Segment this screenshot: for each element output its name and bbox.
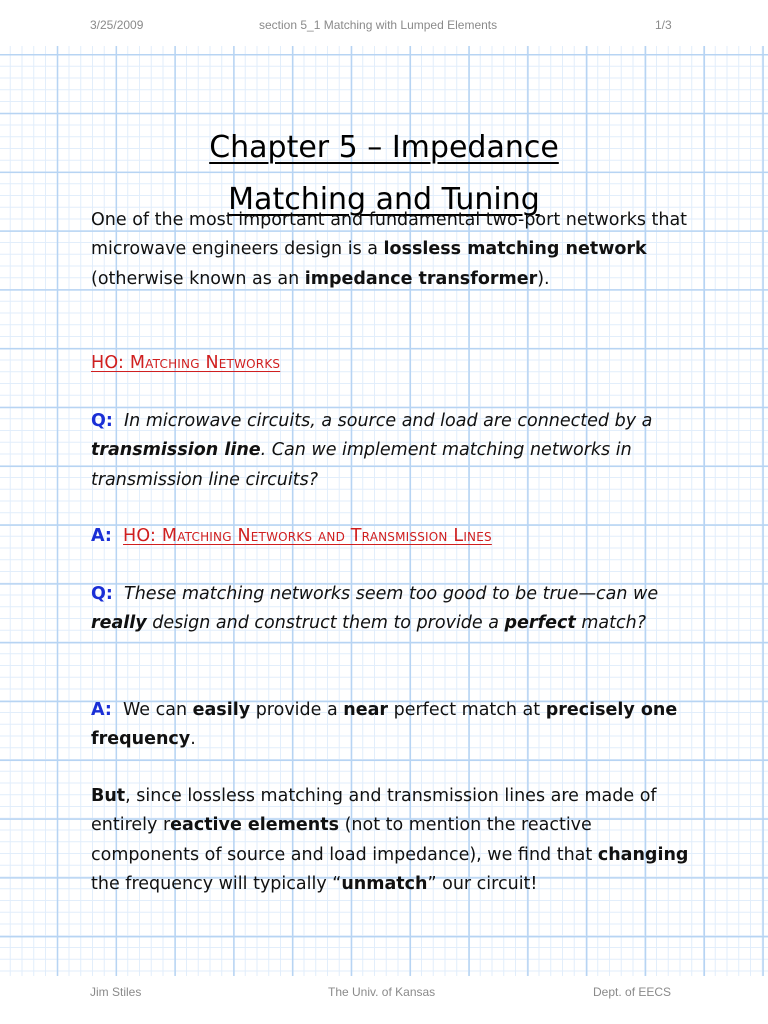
question-label: Q: [91,411,113,431]
header-page-number: 1/3 [655,18,672,32]
page-header [0,18,768,38]
handout-link-matching-networks-transmission-lines[interactable]: HO: Matching Networks and Transmission Lines [123,526,492,546]
footer-department: Dept. of EECS [593,985,672,999]
header-section-title: section 5_1 Matching with Lumped Elements [259,18,498,32]
chapter-title-line-2: Matching and Tuning [228,182,540,217]
chapter-title-line-1: Chapter 5 – Impedance [209,130,559,165]
handout-link-matching-networks[interactable]: HO: Matching Networks [91,353,281,373]
answer-2: A: We can easily provide a near perfect match at precisely one frequency. [91,700,678,750]
graph-paper-page [0,46,768,976]
header-date: 3/25/2009 [90,18,144,32]
question-label: Q: [91,584,113,604]
question-2: Q: These matching networks seem too good to be true—can we really design and construct them to provide a perfect match? [91,584,659,634]
answer-1 [91,522,691,551]
page-footer [0,985,768,1005]
question-1: Q: In microwave circuits, a source and load are connected by a transmission line. Can we implement matching networks in transmission line circuits? [91,411,653,490]
handout-link-row [91,349,691,378]
footer-university: The Univ. of Kansas [328,985,436,999]
footer-author: Jim Stiles [90,985,142,999]
answer-label: A: [91,526,112,546]
intro-paragraph: One of the most important and fundamental two-port networks that microwave engineers design is a lossless matching network (otherwise known as an impedance transformer). [91,210,688,289]
answer-label: A: [91,700,112,720]
closing-paragraph: But, since lossless matching and transmission lines are made of entirely reactive elements (not to mention the reactive components of source and load impedance), we find that changing the frequency will typically “unmatch” our circuit! [91,786,689,894]
